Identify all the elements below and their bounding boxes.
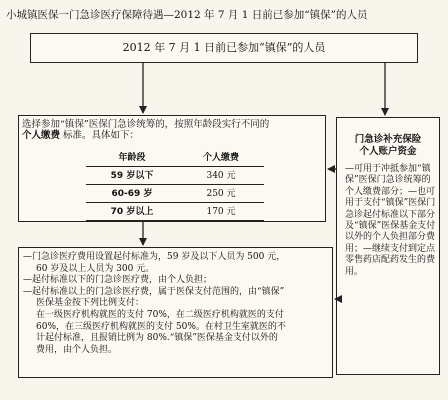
supplementary-heading-line2: 个人账户资金: [359, 146, 417, 157]
rule-line: 60%，在三级医疗机构就医的支付 50%。在村卫生室就医的不: [36, 321, 286, 332]
rule-line: —门急诊医疗费用设置起付标准为，59 岁及以下人员为 500 元，: [23, 252, 286, 262]
fee-cell: 170 元: [178, 203, 264, 221]
age-cell: 60-69 岁: [86, 185, 178, 203]
age-cell: 59 岁以下: [86, 167, 178, 185]
rule-line: 60 岁及以上人员为 300 元。: [36, 263, 155, 274]
fee-cell: 340 元: [178, 167, 264, 185]
age-cell: 70 岁以上: [86, 203, 178, 221]
fee-intro-line1: 选择参加“镇保”医保门急诊统筹的，按照年龄段实行不同的: [22, 119, 270, 130]
rule-line: —起付标准以上的门急诊医疗费，属于医保支付范围的，由“镇保”: [23, 286, 285, 297]
rule-line: —起付标准以下的门急诊医疗费，由个人负担；: [23, 275, 213, 286]
page-title: 小城镇医保一门急诊医疗保障待遇—2012 年 7 月 1 日前已参加“镇保”的人员: [6, 9, 368, 21]
age-column-header: 年龄段: [86, 149, 178, 167]
rule-line: 在一级医疗机构就医的支付 70%，在二级医疗机构就医的支付: [36, 309, 284, 320]
supplementary-body: —可用于冲抵参加“镇保”医保门急诊统筹的个人缴费部分；—也可用于支付“镇保”医保门急诊起付标准以下部分及“镇保”医保基金支付以外的个人负担部分费用；—继续支付到定点零售药店配药发生的费用。: [345, 164, 436, 277]
rule-line: 费用，由个人负担。: [36, 344, 118, 355]
rule-line: 医保基金按下列比例支付：: [36, 298, 145, 309]
fee-cell: 250 元: [178, 185, 264, 203]
fee-intro-bold: 个人缴费: [22, 130, 61, 141]
fee-column-header: 个人缴费: [178, 149, 264, 167]
rule-line: 计起付标准，且报销比例为 80%.“镇保”医保基金支付以外的: [36, 333, 278, 344]
fee-intro-line2: 标准。具体如下：: [63, 130, 140, 141]
supplementary-heading-line1: 门急诊补充保险: [354, 134, 422, 145]
top-box-text: 2012 年 7 月 1 日前已参加“镇保”的人员: [122, 41, 326, 54]
